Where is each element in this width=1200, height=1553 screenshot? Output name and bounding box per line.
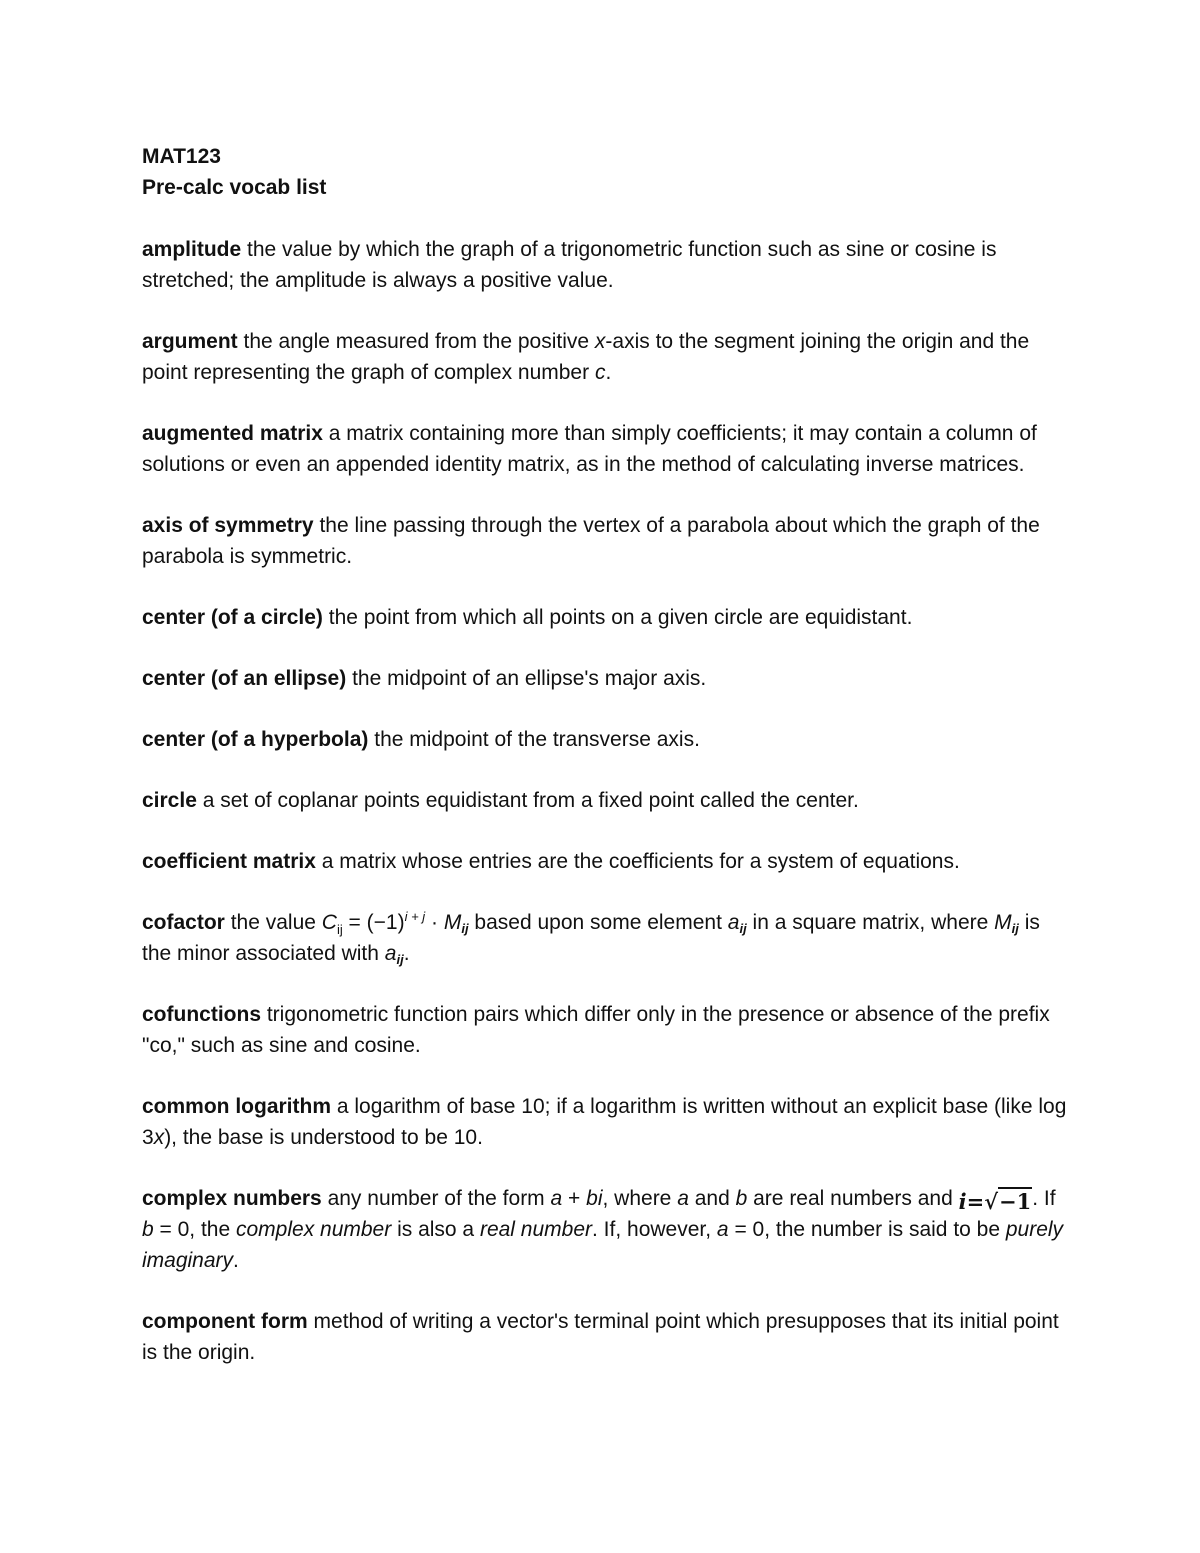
definition-part: is also a	[391, 1218, 480, 1241]
math-variable: c	[594, 361, 606, 384]
definition-part: any number of the form	[321, 1187, 551, 1210]
entry-center-circle	[142, 602, 1067, 633]
entry-cofactor	[142, 907, 1067, 969]
definition-part: are real numbers and	[747, 1187, 959, 1210]
math-variable: M	[443, 911, 462, 934]
document-page	[142, 141, 1067, 1398]
math-variable: bi	[586, 1187, 603, 1210]
entry-center-hyperbola	[142, 724, 1067, 755]
term: component form	[142, 1310, 308, 1333]
definition-part: based upon some element	[468, 911, 728, 934]
definition-part: the value	[224, 911, 322, 934]
vocab-list	[142, 234, 1067, 1368]
term: center (of an ellipse)	[142, 667, 347, 690]
entry-center-ellipse	[142, 663, 1067, 694]
entry-amplitude	[142, 234, 1067, 296]
definition-part: is the minor associated with	[142, 911, 1040, 965]
definition: the line passing through the vertex of a parabola about which the graph of the parabola is symmetric.	[142, 514, 1040, 568]
definition: a matrix whose entries are the coefficients for a system of equations.	[321, 850, 960, 873]
definition: the point from which all points on a given circle are equidistant.	[328, 606, 913, 629]
term: complex numbers	[142, 1187, 322, 1210]
math-variable: i	[958, 1189, 967, 1214]
term: coefficient matrix	[142, 850, 316, 873]
definition-part: -axis to the segment joining the origin and the point representing the graph of complex number	[142, 330, 1030, 384]
entry-common-logarithm	[142, 1091, 1067, 1153]
radical-icon: √	[984, 1189, 998, 1214]
definition-part: ), the base is understood to be 10.	[164, 1126, 483, 1149]
emphasis-text: complex number	[236, 1218, 392, 1241]
radicand: −1	[999, 1189, 1032, 1214]
math-variable: C	[321, 911, 337, 934]
definition-part: . If, however,	[592, 1218, 717, 1241]
math-variable: x	[153, 1126, 165, 1149]
term: amplitude	[142, 238, 242, 261]
definition-part: .	[605, 361, 612, 384]
definition: method of writing a vector's terminal point which presupposes that its initial point is the origin.	[142, 1310, 1059, 1364]
math-subscript: ij	[336, 922, 343, 938]
math-text: = (−1)	[342, 911, 405, 934]
entry-complex-numbers	[142, 1183, 1067, 1276]
definition-part: = 0, the number is said to be	[728, 1218, 1006, 1241]
math-variable: b	[142, 1218, 154, 1241]
entry-axis-of-symmetry	[142, 510, 1067, 572]
definition: a set of coplanar points equidistant from a fixed point called the center.	[202, 789, 859, 812]
term: argument	[142, 330, 238, 353]
definition-part: a logarithm of base 10; if a logarithm is written without an explicit base (like log 3	[142, 1095, 1067, 1149]
math-variable: M	[994, 911, 1012, 934]
math-variable: x	[594, 330, 606, 353]
definition-part: in a square matrix, where	[746, 911, 995, 934]
definition-part: . If	[1032, 1187, 1056, 1210]
definition-part: the angle measured from the positive	[243, 330, 595, 353]
term: circle	[142, 789, 197, 812]
entry-component-form	[142, 1306, 1067, 1368]
definition-part: = 0, the	[153, 1218, 236, 1241]
term: axis of symmetry	[142, 514, 314, 537]
term: augmented matrix	[142, 422, 323, 445]
math-variable: b	[735, 1187, 748, 1210]
term: common logarithm	[142, 1095, 332, 1118]
entry-argument	[142, 326, 1067, 388]
math-exponent: i + j	[404, 909, 426, 924]
definition-part: , where	[602, 1187, 678, 1210]
math-text: ·	[425, 911, 444, 934]
math-variable: a	[384, 942, 397, 965]
math-text: +	[562, 1187, 587, 1210]
definition-part: .	[403, 942, 410, 965]
sqrt-equation	[959, 1190, 1033, 1214]
definition: a matrix containing more than simply coefficients; it may contain a column of solutions or even an appended identity matrix, as in the method of calculating inverse matrices.	[142, 422, 1037, 476]
definition: the value by which the graph of a trigonometric function such as sine or cosine is stretched; the amplitude is always a positive value.	[142, 238, 997, 292]
entry-coefficient-matrix	[142, 846, 1067, 877]
course-code: MAT123	[142, 145, 221, 168]
term: center (of a circle)	[142, 606, 323, 629]
entry-cofunctions	[142, 999, 1067, 1061]
math-variable: a	[716, 1218, 729, 1241]
math-variable: a	[677, 1187, 689, 1210]
definition: trigonometric function pairs which differ only in the presence or absence of the prefix "co," such as sine and cosine.	[142, 1003, 1050, 1057]
definition: the midpoint of an ellipse's major axis.	[352, 667, 707, 690]
entry-augmented-matrix	[142, 418, 1067, 480]
math-subscript: ij	[739, 921, 747, 936]
math-variable: a	[727, 911, 740, 934]
document-title: Pre-calc vocab list	[142, 176, 327, 199]
math-text: =	[966, 1189, 985, 1214]
emphasis-text: real number	[479, 1218, 593, 1241]
math-subscript: ij	[396, 952, 404, 967]
definition: the midpoint of the transverse axis.	[374, 728, 700, 751]
term: center (of a hyperbola)	[142, 728, 369, 751]
term: cofactor	[142, 911, 225, 934]
definition-part: and	[688, 1187, 736, 1210]
entry-circle	[142, 785, 1067, 816]
definition-part: .	[233, 1249, 239, 1272]
math-variable: a	[550, 1187, 563, 1210]
term: cofunctions	[142, 1003, 261, 1026]
emphasis-text: purely imaginary	[142, 1218, 1064, 1272]
math-subscript: ij	[461, 921, 469, 936]
math-subscript: ij	[1011, 921, 1019, 936]
